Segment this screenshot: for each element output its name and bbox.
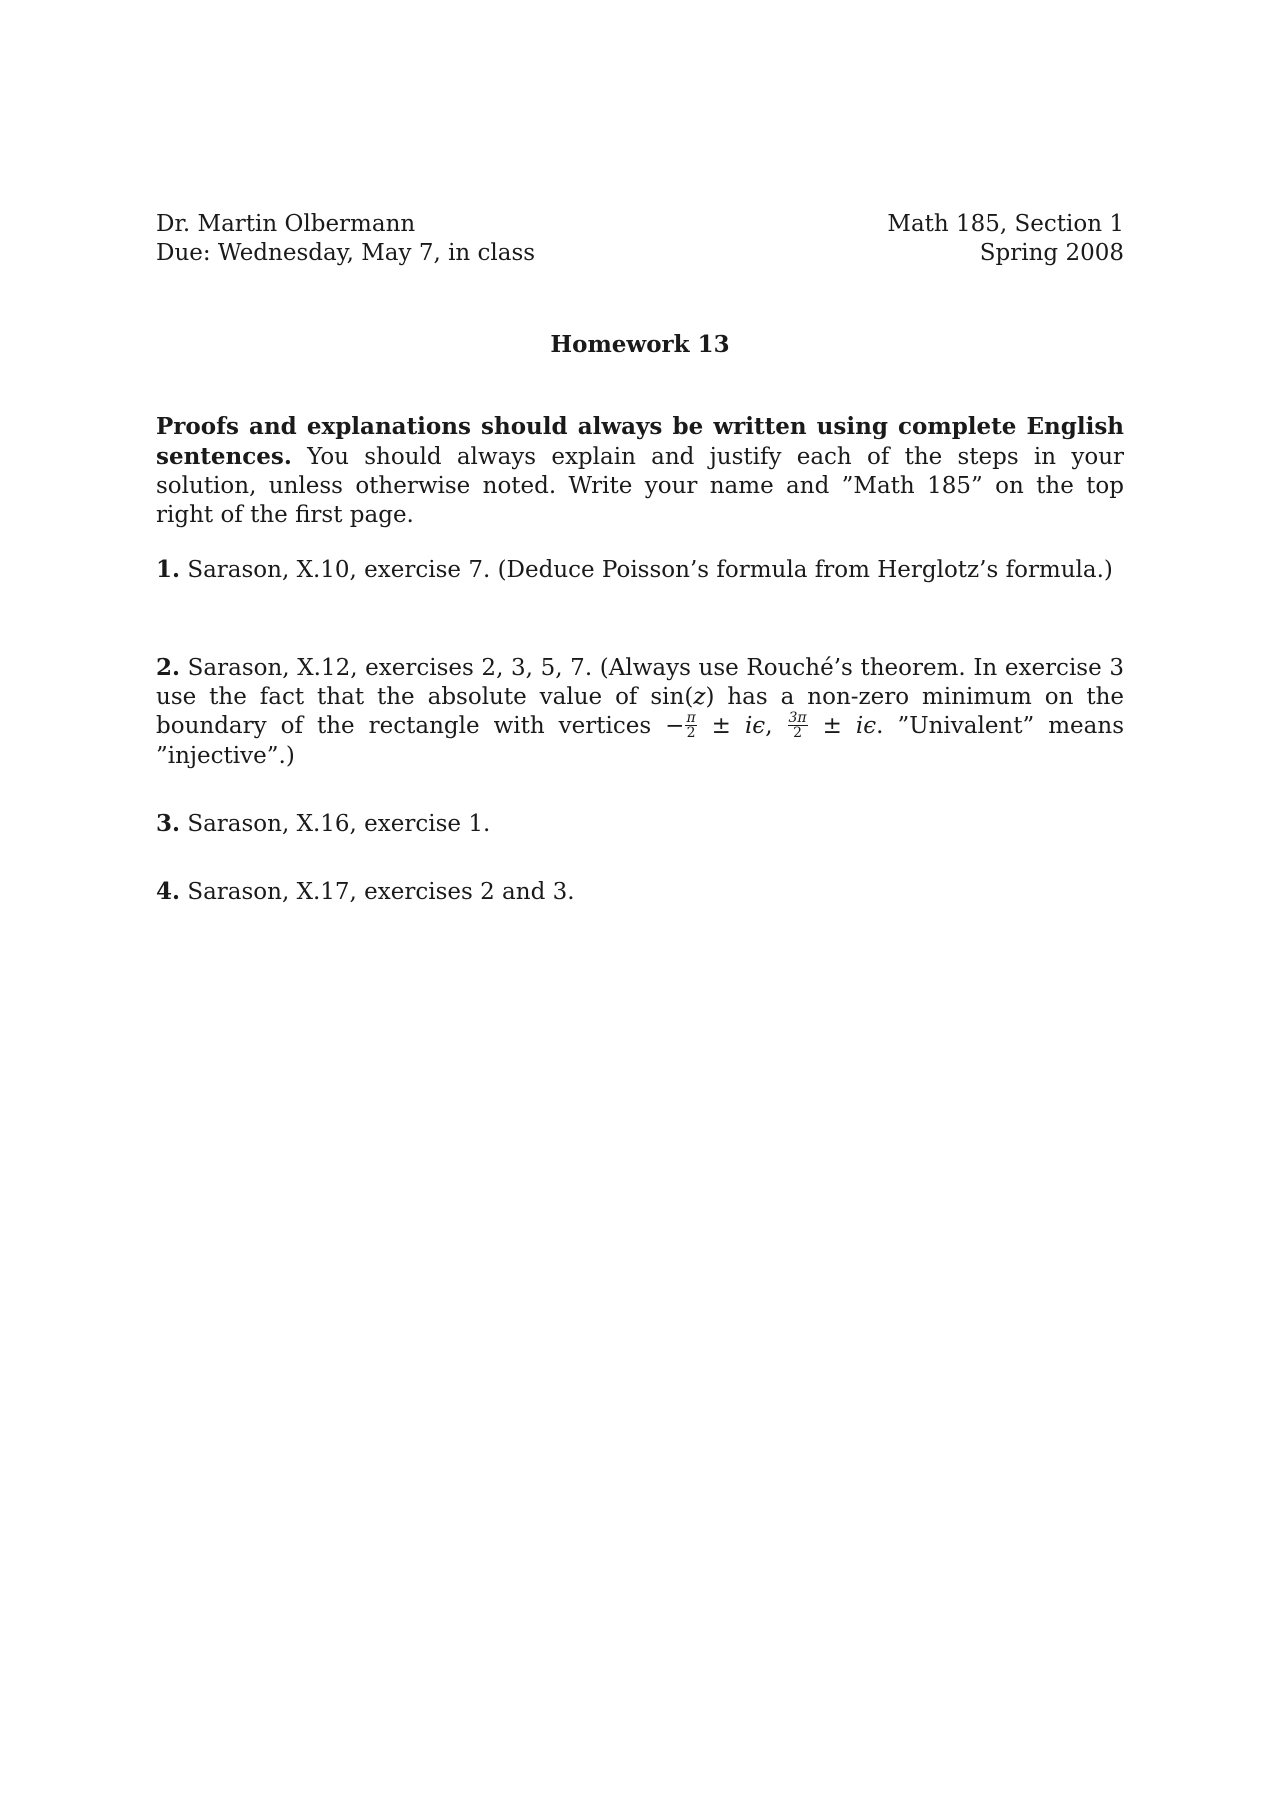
- fraction-numerator: π: [686, 709, 696, 726]
- math-i-epsilon: iϵ: [744, 713, 766, 739]
- instructions-text: You should always explain and justify each of the steps in your solution, unless otherwise noted. Write your name and ”Math 185” on the top right of the first page.: [156, 444, 1124, 528]
- fraction-denominator: 2: [793, 724, 803, 741]
- comma: ,: [765, 713, 787, 739]
- problem-1: [156, 555, 1124, 585]
- course-section: Math 185, Section 1: [887, 211, 1124, 237]
- term: Spring 2008: [979, 240, 1124, 266]
- fraction-pi-over-2: [685, 711, 696, 740]
- fraction-3pi-over-2: [788, 711, 808, 740]
- problem-text: Sarason, X.12, exercises 2, 3, 5, 7. (Always use Rouché’s theorem. In exercise 3 use the fact that the absolute value of sin(: [156, 655, 1124, 710]
- instructor-name: Dr. Martin Olbermann: [156, 211, 416, 237]
- math-i-epsilon: iϵ: [855, 713, 877, 739]
- plus-minus: ±: [808, 713, 856, 739]
- problem-text: . ”Univalent” means ”injective”.): [156, 713, 1124, 769]
- problem-text: Sarason, X.10, exercise 7. (Deduce Poisson’s formula from Herglotz’s formula.): [180, 557, 1113, 583]
- plus-minus: ±: [697, 713, 745, 739]
- fraction-numerator: 3π: [788, 709, 807, 726]
- math-variable-z: z: [693, 684, 706, 710]
- problem-number: 3.: [156, 810, 181, 837]
- instructions-paragraph: [156, 412, 1124, 530]
- problem-4: [156, 877, 1124, 907]
- instructions-bold: Proofs and explanations should always be written using complete English sentences.: [156, 413, 1124, 470]
- fraction-denominator: 2: [686, 724, 696, 741]
- problem-2: [156, 653, 1124, 771]
- problem-number: 1.: [156, 556, 181, 583]
- due-date: Due: Wednesday, May 7, in class: [156, 240, 536, 266]
- problem-text: Sarason, X.17, exercises 2 and 3.: [180, 879, 575, 905]
- problem-number: 2.: [156, 654, 181, 681]
- problem-3: [156, 809, 1124, 839]
- problem-text: ) has a non-zero minimum on the boundary of the rectangle with vertices −: [156, 684, 1124, 739]
- problem-number: 4.: [156, 878, 181, 905]
- page-title: Homework 13: [550, 331, 730, 358]
- problem-text: Sarason, X.16, exercise 1.: [180, 811, 491, 837]
